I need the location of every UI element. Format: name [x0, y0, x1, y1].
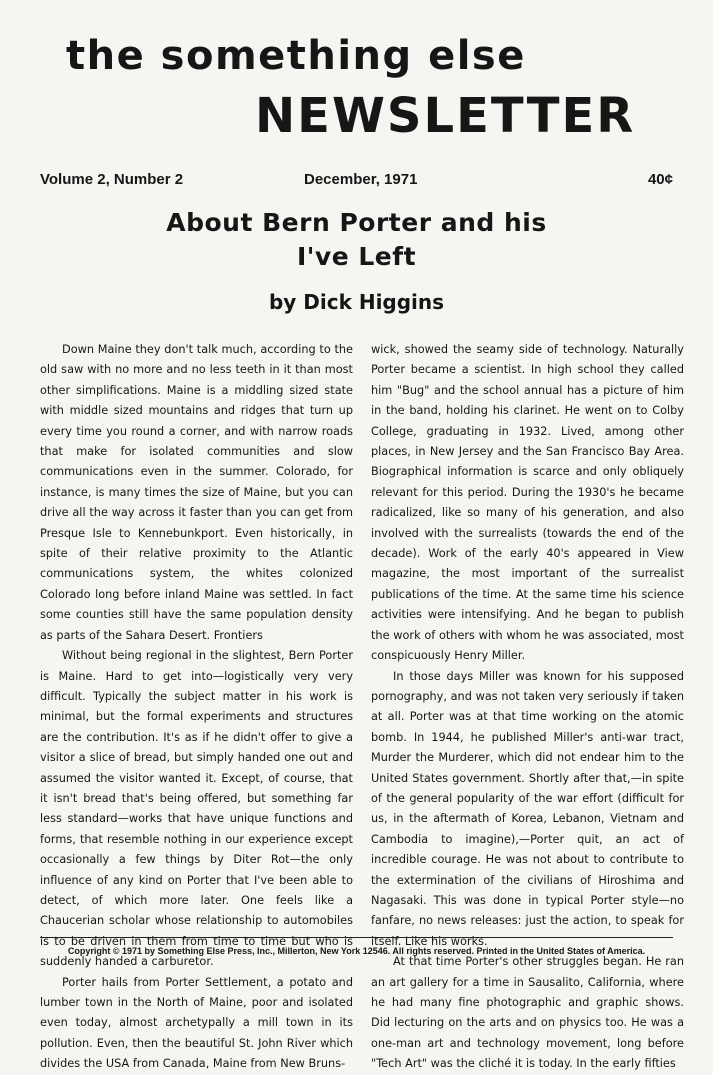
paragraph: In those days Miller was known for his supposed pornography, and was not taken very seriously if taken at all. Porter was at that time working on the atomic bomb. In 1944, he published Miller's anti-war tract, Murder the Murderer, which did not endear him to the United States government. Shortly after that,—in spite of the general popularity of the war effort (difficult for us, in the aftermath of Korea, Lebanon, Vietnam and Cambodia to imagine),—Porter quit, an act of incredible courage. He was not about to contribute to the extermination of the civilians of Hiroshima and Nagasaki. This was done in typical Porter style—no fanfare, no news releases: just the action, to speak for itself. Like his works. [371, 669, 684, 948]
paragraph: Porter hails from Porter Settlement, a potato and lumber town in the North of Maine, poor and isolated even today, almost archetypally a mill town in its pollution. Even, then the beautiful St. John River which divides the USA from Canada, Maine from New Bruns- [40, 975, 353, 1071]
article-title-line-1: About Bern Porter and his [166, 208, 547, 237]
issue-date: December, 1971 [304, 171, 418, 188]
masthead-title: NEWSLETTER [255, 88, 636, 144]
paragraph: Down Maine they don't talk much, according to the old saw with no more and no less teeth in it than most other simplifications. Maine is a middling sized state with middle sized mountains and ridges that turn up every time you round a corner, and with narrow roads that make for isolated communities and slow communications even in the summer. Colorado, for instance, is many times the size of Maine, but you can drive all the way across it faster than you can get from Presque Isle to Kennebunkport. Even historically, in spite of their relative proximity to the Atlantic communications system, the whites colonized Colorado long before inland Maine was settled. In fact some counties still have the same population density as parts of the Sahara Desert. Frontiers [40, 343, 353, 642]
paragraph: Without being regional in the slightest, Bern Porter is Maine. Hard to get into—logistically very very difficult. Typically the subject matter in his work is minimal, but the formal experiments and structures are the contribution. It's as if he didn't offer to give a visitor a slice of bread, but simply handed one out and assumed the visitor wanted it. Except, of course, that it isn't bread that's being offered, but something far less standard—works that have unique functions and forms, that resemble nothing in our experience except occasionally a few things by Diter Rot—the only influence of any kind on Porter that I've been able to detect, of which more later. One feels like a Chaucerian scholar whose relationship to automobiles is to be driven in them from time to time but who is suddenly handed a carburetor. [40, 649, 353, 969]
issue-volume: Volume 2, Number 2 [40, 171, 184, 188]
article-title [0, 206, 713, 274]
article-title-line-2: I've Left [296, 242, 417, 271]
footer-divider [40, 937, 673, 938]
masthead-subtitle: the something else [66, 33, 526, 79]
article-column-right [371, 340, 684, 1071]
paragraph: wick, showed the seamy side of technology. Naturally Porter became a scientist. In high school they called him "Bug" and the school annual has a picture of him in the band, holding his clarinet. He went on to Colby College, graduating in 1932. Lived, among other places, in New Jersey and the San Francisco Bay Area. Biographical information is scarce and only obliquely relevant for this period. During the 1930's he became radicalized, like so many of his generation, and also involved with the surrealists (towards the end of the decade). Work of the early 40's appeared in View magazine, the most important of the surrealist publications of the time. At the same time his science activities were intensifying. And he began to publish the work of others with whom he was associated, most conspicuously Henry Miller. [371, 343, 684, 663]
copyright-notice: Copyright © 1971 by Something Else Press, Inc., Millerton, New York 12546. All rights reserved. Printed in the United States of America. [67, 946, 646, 956]
issue-price: 40¢ [647, 171, 673, 188]
article-column-left [40, 340, 353, 1071]
paragraph: At that time Porter's other struggles began. He ran an art gallery for a time in Sausalito, California, where he had many fine photographic and graphic shows. Did lecturing on the arts and on physics too. He was a one-man art and technology movement, long before "Tech Art" was the cliché it is today. In the early fifties [371, 955, 684, 1071]
article-byline: by Dick Higgins [268, 290, 445, 314]
